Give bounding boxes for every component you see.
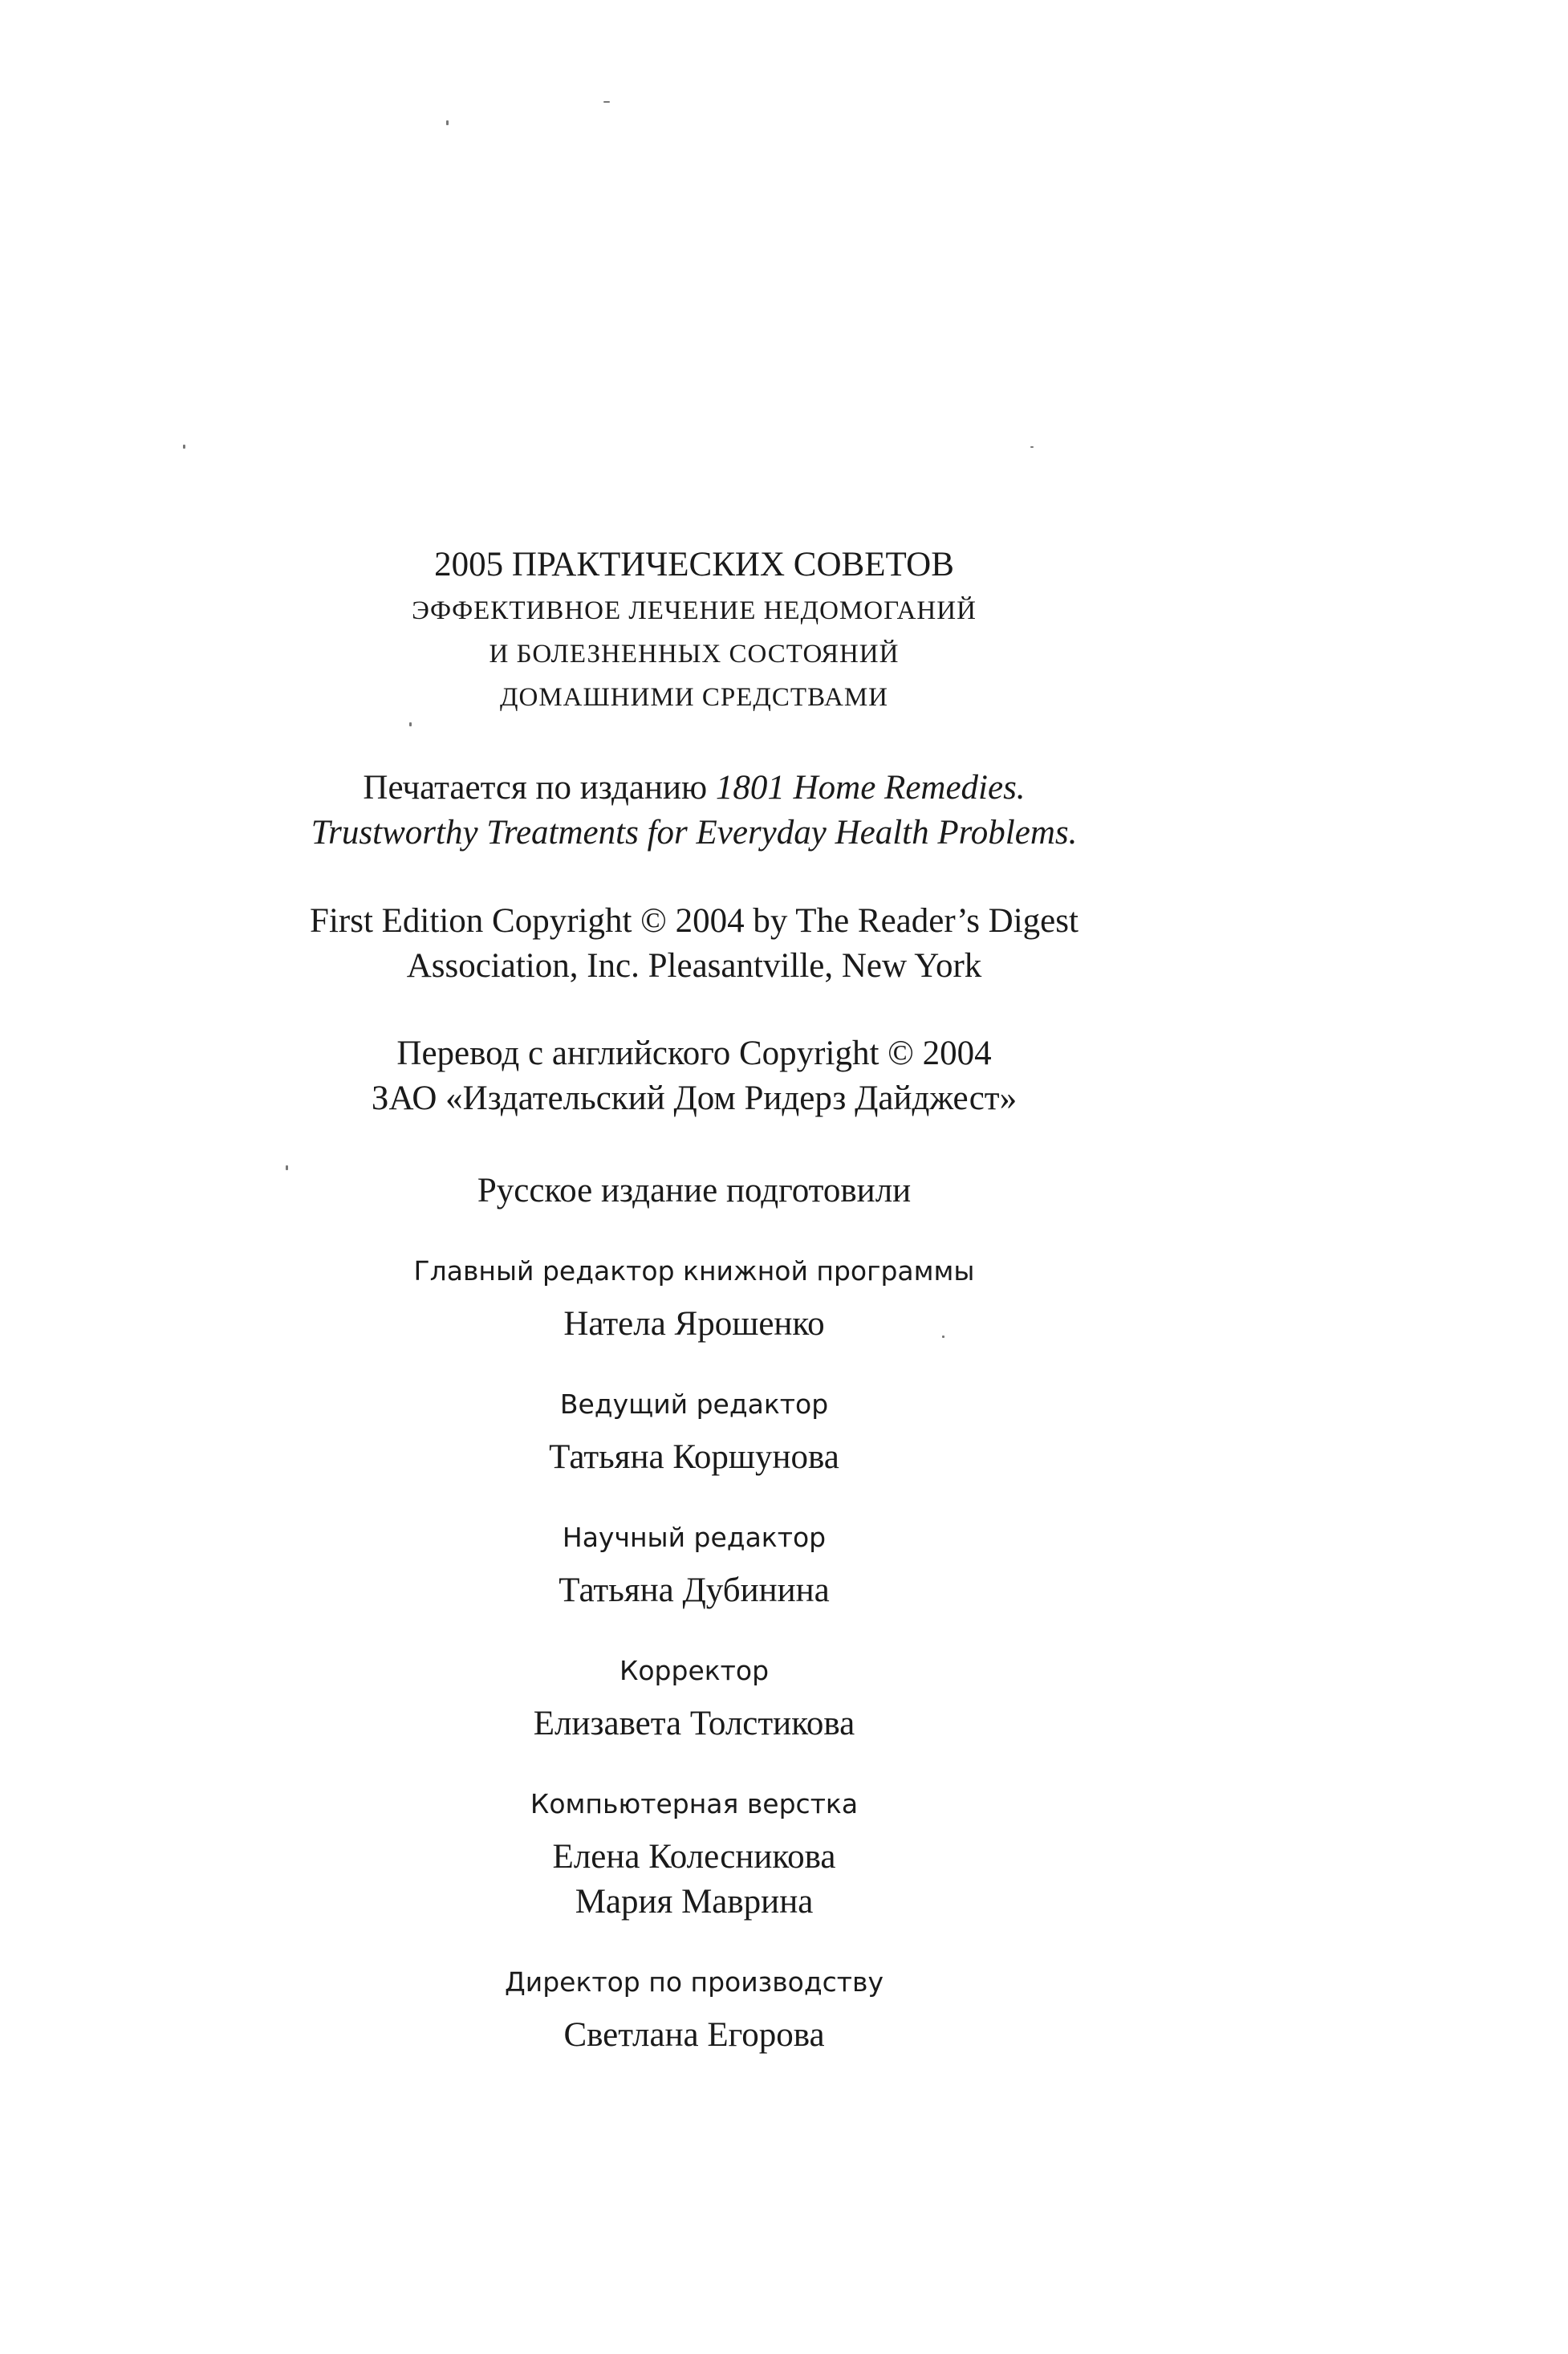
scan-speck [409,722,412,726]
book-title: 2005 ПРАКТИЧЕСКИХ СОВЕТОВ [434,546,954,583]
credit-name: Елизавета Толстикова [533,1705,855,1742]
copyright-translation-line-2: ЗАО «Издательский Дом Ридерз Дайджест» [371,1079,1018,1117]
copyright-translation-line-1: Перевод с английского Copyright © 2004 [396,1035,992,1072]
credit-name: Татьяна Дубинина [559,1571,830,1609]
scan-speck [446,120,449,125]
credit-role: Ведущий редактор [559,1388,829,1420]
credit-role: Директор по производству [504,1966,884,1998]
credit-role: Главный редактор книжной программы [413,1255,975,1287]
credit-proofreader [0,1653,1388,1746]
credit-lead-editor [0,1387,1388,1480]
prepared-by-text: Русское издание подготовили [477,1172,912,1210]
credit-role: Компьютерная верстка [530,1788,859,1819]
original-title-line-1: 1801 Home Remedies. [715,769,1026,807]
credit-science-editor [0,1520,1388,1613]
book-subtitle-line-1: ЭФФЕКТИВНОЕ ЛЕЧЕНИЕ НЕДОМОГАНИЙ [412,596,977,625]
original-edition-prefix: Печатается по изданию [363,769,716,807]
original-edition-line-2 [0,811,1388,856]
copyright-original-line-1: First Edition Copyright © 2004 by The Reader’s Digest [310,902,1079,940]
scan-speck [1030,446,1034,448]
credit-chief-editor [0,1254,1388,1347]
copyright-translation [0,1031,1388,1121]
book-subtitle-line-3: ДОМАШНИМИ СРЕДСТВАМИ [499,683,889,712]
scan-speck [183,445,185,449]
prepared-by [0,1169,1388,1214]
credit-name: Татьяна Коршунова [549,1438,839,1476]
original-title-line-2: Trustworthy Treatments for Everyday Health Problems. [311,814,1078,852]
scan-speck [603,101,610,103]
title-block [0,543,1388,719]
original-edition [0,766,1388,856]
credit-name: Светлана Егорова [563,2016,825,2054]
original-edition-line-1 [0,766,1388,811]
credit-role: Научный редактор [562,1522,827,1553]
credit-name: Мария Маврина [575,1883,814,1921]
credit-name: Натела Ярошенко [563,1305,825,1343]
book-subtitle-line-2: И БОЛЕЗНЕННЫХ СОСТОЯНИЙ [489,640,900,669]
credit-role: Корректор [619,1655,770,1686]
credit-name: Елена Колесникова [552,1838,836,1876]
credit-layout [0,1787,1388,1925]
copyright-original [0,899,1388,989]
copyright-original-line-2: Association, Inc. Pleasantville, New York [406,947,982,985]
credit-production-director [0,1965,1388,2058]
